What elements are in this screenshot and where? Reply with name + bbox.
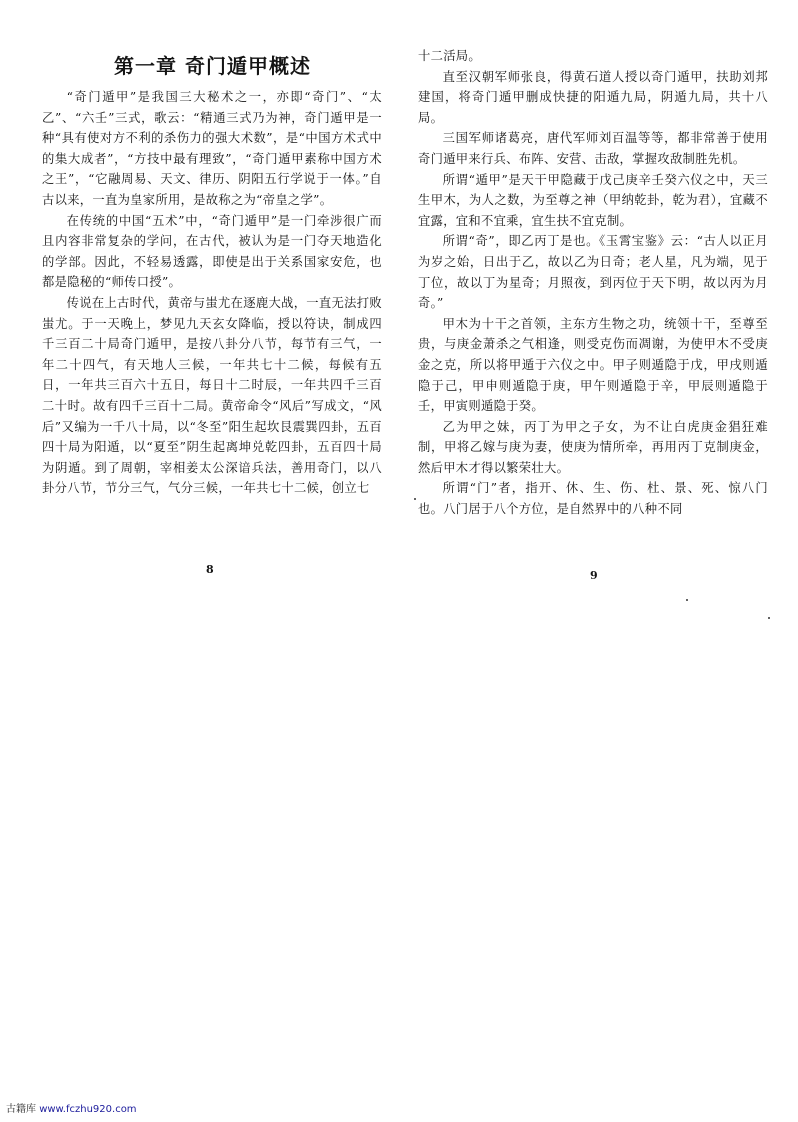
page-number-right: 9: [590, 569, 598, 582]
scan-speck: [686, 599, 688, 601]
left-page-body: [42, 87, 382, 499]
chapter-title: 第一章 奇门遁甲概述: [114, 54, 311, 78]
paragraph: 所谓“遁甲”是天干甲隐藏于戊己庚辛壬癸六仪之中，天三生甲木，为人之数，为至尊之神（甲纳乾卦，乾为君），宜藏不宜露，宜和不宜乘，宜生扶不宜克制。: [418, 172, 768, 228]
paragraph: 三国军师诸葛亮，唐代军师刘百温等等，都非常善于使用奇门遁甲来行兵、布阵、安营、击敌，掌握攻敌制胜先机。: [418, 131, 768, 166]
paragraph: 所谓“奇”，即乙丙丁是也。《玉霄宝鉴》云：“古人以正月为岁之始，日出于乙，故以乙为日奇；老人星，凡为端，见于丁位，故以丁为星奇；月照夜，到丙位于天下明，故以丙为月奇。”: [418, 234, 768, 311]
site-url[interactable]: www.fczhu920.com: [39, 1104, 137, 1115]
paragraph: 在传统的中国“五术”中，“奇门遁甲”是一门牵涉很广而且内容非常复杂的学问，在古代，被认为是一门夺天地造化的学部。因此，不轻易透露，即使是出于关系国家安危，也都是隐秘的“师传口授”。: [42, 213, 382, 290]
footer-watermark: [6, 1100, 137, 1115]
paragraph: 直至汉朝军师张良，得黄石道人授以奇门遁甲，扶助刘邦建国，将奇门遁甲删成快捷的阳遁九局，阴遁九局，共十八局。: [418, 69, 768, 125]
paragraph: 传说在上古时代，黄帝与蚩尤在逐鹿大战，一直无法打败蚩尤。于一天晚上，梦见九天玄女降临，授以符诀，制成四千三百二十局奇门遁甲，是按八卦分八节，每节有三气，一年二十四气，有天地人三候，一年共七十二候，每候有五日，一年共三百六十五日，每日十二时辰，一年共四千三百二十时。故有四千三百十二局。黄帝命令“风后”写成文，“风后”又编为一千八十局，以“冬至”阳生起坎艮震巽四卦，五百四十局为阳遁，以“夏至”阴生起离坤兑乾四卦，五百四十局为阴遁。到了周朝，宰相姜太公深谙兵法，善用奇门，以八卦分八节，节分三气，气分三候，一年共七十二候，创立七: [42, 295, 382, 496]
paragraph: 十二活局。: [418, 49, 481, 63]
page-number-left: 8: [206, 563, 214, 576]
paragraph: “奇门遁甲”是我国三大秘术之一，亦即“奇门”、“太乙”、“六壬”三式，歌云：“精通三式乃为神，奇门遁甲是一种“具有使对方不利的杀伤力的强大术数”，是“中国方术式中的集大成者”，“方技中最有理致”，“奇门遁甲素称中国方术之王”，“它融周易、天文、律历、阴阳五行学说于一体。”自古以来，一直为皇家所用，是故称之为“帝皇之学”。: [42, 90, 382, 207]
paragraph: 甲木为十干之首领，主东方生物之功，统领十干，至尊至贵，与庚金萧杀之气相逢，则受克伤而凋谢，为使甲木不受庚金之克，所以将甲遁于六仪之中。甲子则遁隐于戊，甲戌则遁隐于己，甲申则遁隐于庚，甲午则遁隐于辛，甲辰则遁隐于壬，甲寅则遁隐于癸。: [418, 316, 768, 414]
paragraph: 乙为甲之妹，丙丁为甲之子女，为不让白虎庚金猖狂难制，甲将乙嫁与庚为妻，使庚为情所牵，再用丙丁克制庚金，然后甲木才得以繁荣壮大。: [418, 419, 768, 475]
paragraph: 所谓“门”者，指开、休、生、伤、杜、景、死、惊八门也。八门居于八个方位，是自然界中的八种不同: [418, 481, 768, 517]
site-name: 古籍库: [6, 1104, 36, 1115]
scan-speck: [768, 617, 770, 619]
right-page-body: [418, 46, 768, 520]
scan-speck: [414, 498, 416, 500]
